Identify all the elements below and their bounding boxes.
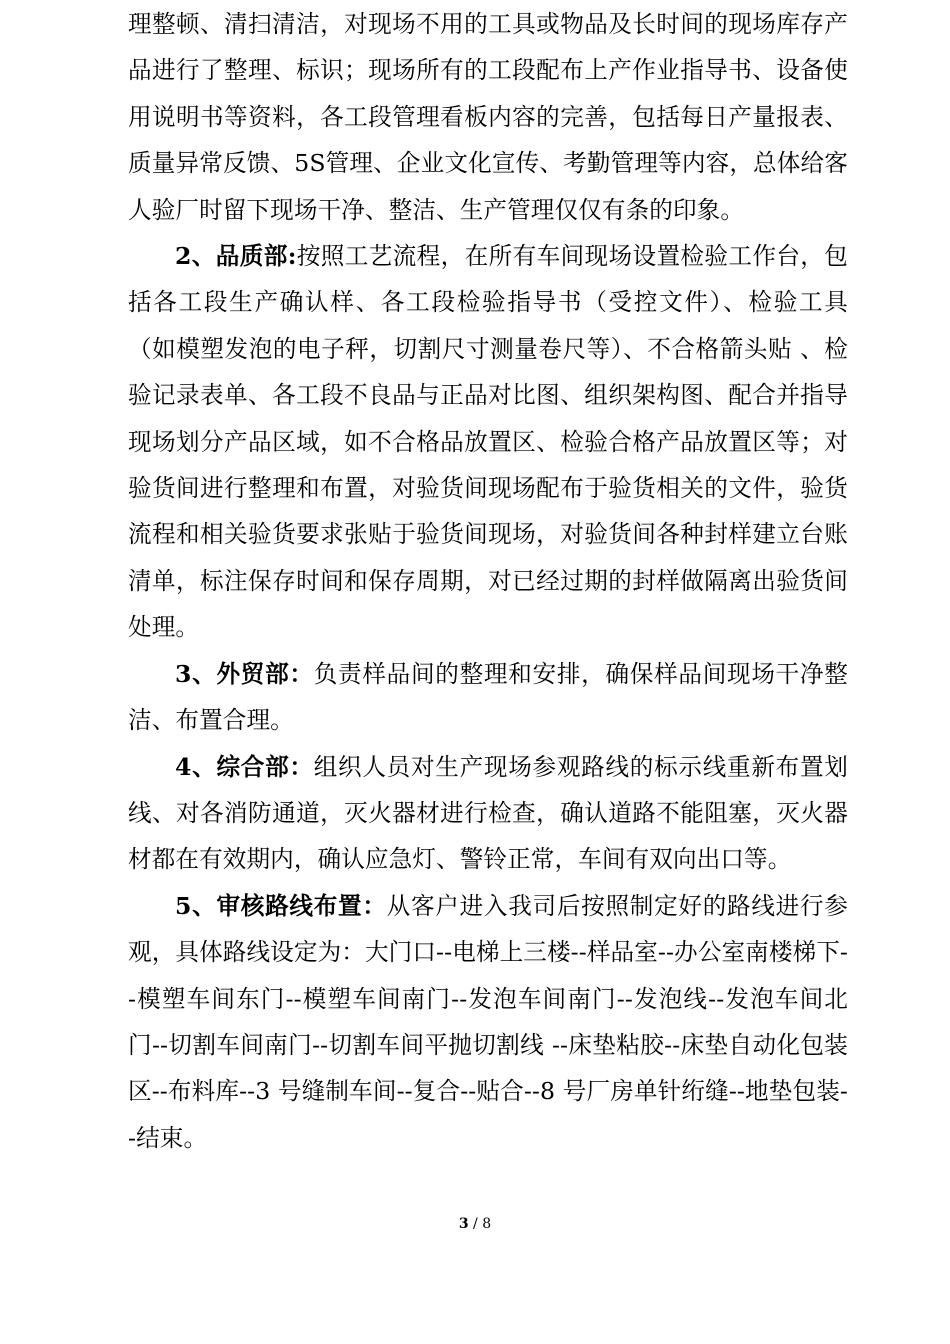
section-label: 2、品质部: [175,242,297,271]
page-number [0,1214,950,1234]
section-foreign-trade-department [128,651,848,744]
section-label: 5、审核路线布置： [175,891,387,920]
section-text: 按照工艺流程，在所有车间现场设置检验工作台，包括各工段生产确认样、各工段检验指导书（受控文件）、检验工具（如模塑发泡的电子秤，切割尺寸测量卷尺等）、不合格箭头贴 、检验记录表单、各工段不良品与正品对比图、组织架构图、配合并指导现场划分产品区域，如不合格品放置区、检验合格产品放置区等；对验货间进行整理和布置，对验货间现场配布于验货相关的文件，验货流程和相关验货要求张贴于验货间现场，对验货间各种封样建立台账清单，标注保存时间和保存周期，对已经过期的封样做隔离出验货间处理。 [128,242,848,642]
section-general-department [128,744,848,883]
section-label: 3、外贸部： [175,659,314,688]
section-audit-route [128,883,848,1161]
section-text: 组织人员对生产现场参观路线的标示线重新布置划线、对各消防通道，灭火器材进行检查，确认道路不能阻塞，灭火器材都在有效期内，确认应急灯、警铃正常，车间有双向出口等。 [128,752,848,874]
page-current: 3 [458,1216,469,1232]
document-body [128,0,848,1161]
section-text: 从客户进入我司后按照制定好的路线进行参观，具体路线设定为：大门口--电梯上三楼--样品室--办公室南楼梯下--模塑车间东门--模塑车间南门--发泡车间南门--发泡线--发泡车间北门--切割车间南门--切割车间平抛切割线 --床垫粘胶--床垫自动化包装区--布料库--3 号缝制车间--复合--贴合--8 号厂房单针绗缝--地垫包装--结束。 [128,891,848,1152]
continuation-paragraph: 理整顿、清扫清洁，对现场不用的工具或物品及长时间的现场库存产品进行了整理、标识；现场所有的工段配布上产作业指导书、设备使用说明书等资料，各工段管理看板内容的完善，包括每日产量报表、质量异常反馈、5S管理、企业文化宣传、考勤管理等内容，总体给客人验厂时留下现场干净、整洁、生产管理仅仅有条的印象。 [128,10,848,224]
section-quality-department [128,233,848,651]
section-text: 负责样品间的整理和安排，确保样品间现场干净整洁、布置合理。 [128,659,848,735]
page-separator: / [468,1216,483,1232]
section-label: 4、综合部： [175,752,314,781]
page-total: 8 [482,1216,492,1232]
